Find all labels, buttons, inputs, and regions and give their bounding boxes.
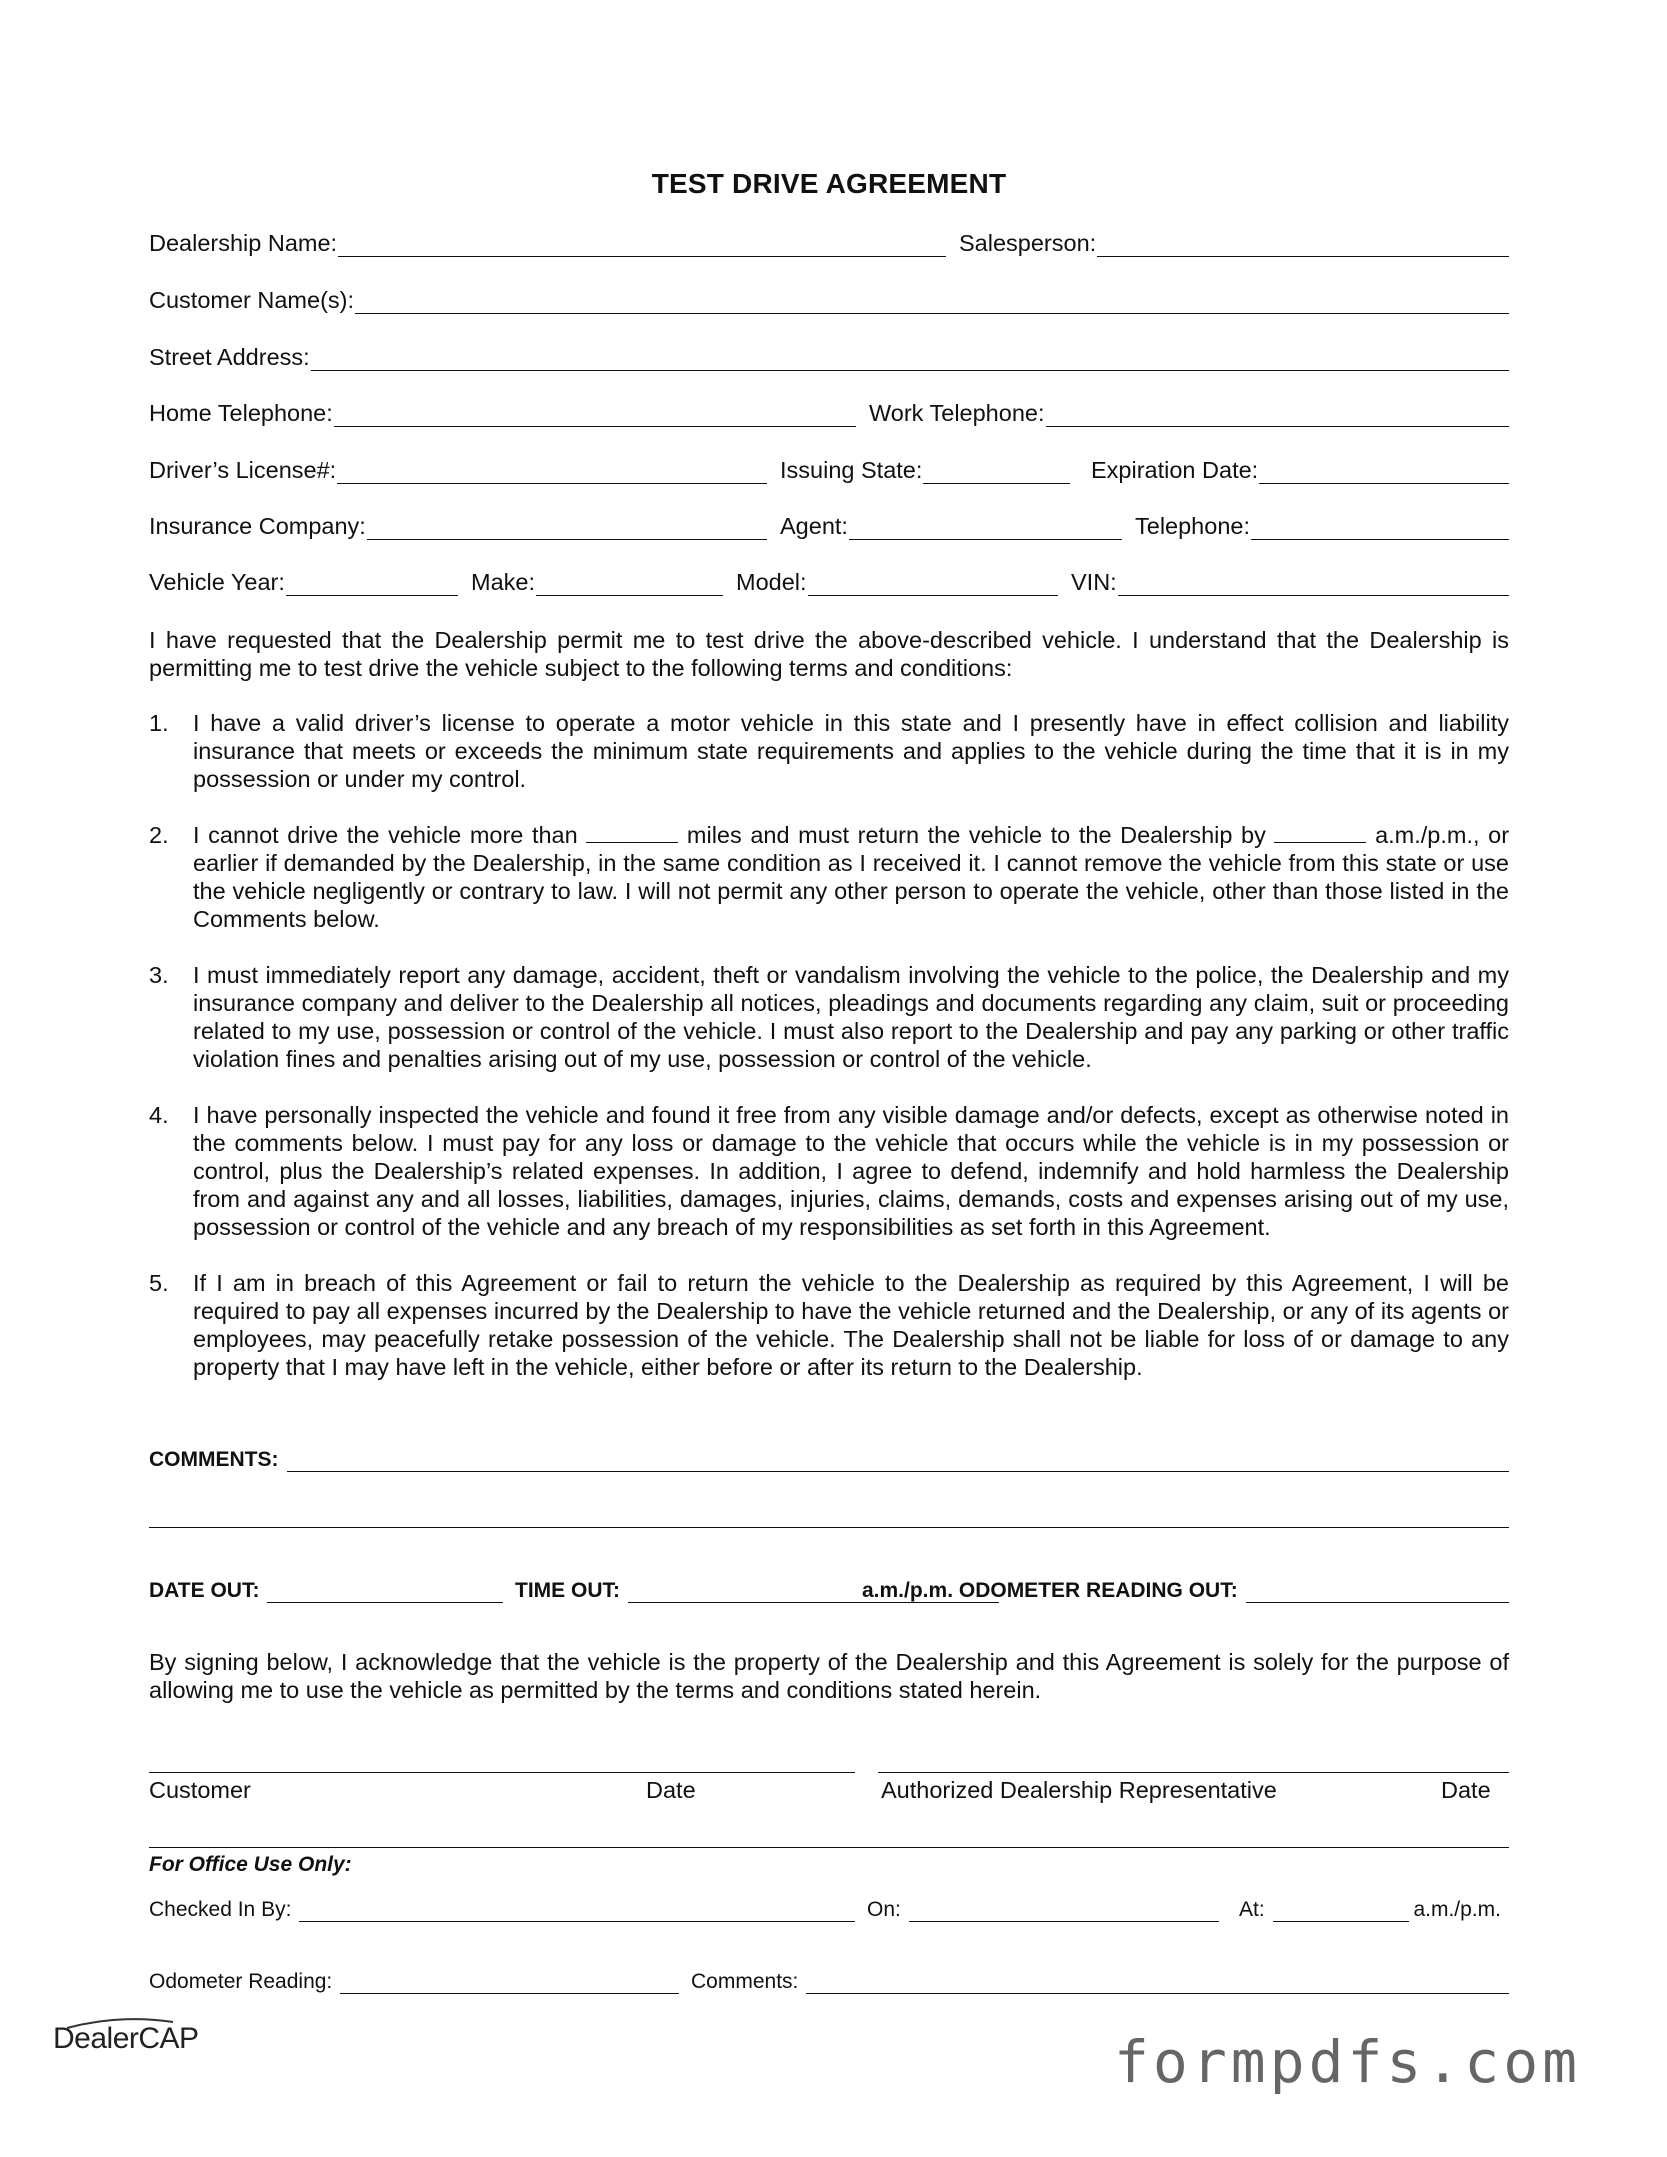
insurance-telephone-field[interactable] <box>1135 510 1509 540</box>
vin-line[interactable] <box>1118 571 1509 596</box>
row-checked-in <box>149 1892 1509 1922</box>
customer-signature-line[interactable] <box>149 1772 855 1773</box>
form-page <box>149 0 1509 2157</box>
vehicle-year-field[interactable] <box>149 566 458 596</box>
term-item <box>149 1269 1509 1381</box>
acknowledgement-paragraph: By signing below, I acknowledge that the vehicle is the property of the Dealership and this Agreement is solely for the purpose of allowing me to use the vehicle as permitted by the terms and conditions stated herein. <box>149 1649 1509 1703</box>
checked-on-label: On: <box>867 1898 901 1921</box>
street-address-line[interactable] <box>311 346 1509 371</box>
term-number: 5. <box>149 1270 169 1296</box>
insurance-telephone-label: Telephone: <box>1135 513 1250 539</box>
row-comments <box>149 1442 1509 1472</box>
customer-names-line[interactable] <box>355 289 1509 314</box>
work-telephone-line[interactable] <box>1046 402 1510 427</box>
miles-blank[interactable] <box>586 822 678 843</box>
drivers-license-line[interactable] <box>337 459 767 484</box>
customer-names-field[interactable] <box>149 284 1509 314</box>
drivers-license-label: Driver’s License#: <box>149 457 337 483</box>
checked-at-ampm: a.m./p.m. <box>1413 1898 1501 1921</box>
logo-text: DealerCAP <box>53 2022 199 2055</box>
issuing-state-line[interactable] <box>923 459 1070 484</box>
site-watermark: formpdfs.com <box>1114 2028 1582 2096</box>
home-telephone-line[interactable] <box>334 402 856 427</box>
model-field[interactable] <box>736 566 1058 596</box>
return-time-blank[interactable] <box>1274 822 1366 843</box>
form-title: TEST DRIVE AGREEMENT <box>651 168 1007 199</box>
date-out-field[interactable] <box>149 1573 503 1603</box>
row-odometer-in <box>149 1964 1509 1994</box>
term-text: I have personally inspected the vehicle and found it free from any visible damage and/or defects, except as otherwise noted in the comments below. I must pay for any loss or damage to the vehicle that occurs while the vehicle is in my possession or control, plus the Dealership’s related expenses. In addition, I agree to defend, indemnify and hold harmless the Dealership from and against any and all losses, liabilities, damages, injuries, claims, demands, costs and expenses arising out of my use, possession or control of the vehicle and any breach of my responsibilities as set forth in this Agreement. <box>193 1102 1509 1240</box>
home-telephone-field[interactable] <box>149 397 856 427</box>
term-item <box>149 821 1509 933</box>
checked-at-field[interactable] <box>1239 1892 1501 1922</box>
odometer-out-line[interactable] <box>1246 1578 1509 1603</box>
drivers-license-field[interactable] <box>149 454 767 484</box>
issuing-state-label: Issuing State: <box>780 457 923 483</box>
salesperson-label: Salesperson: <box>959 230 1097 256</box>
customer-names-label: Customer Name(s): <box>149 287 355 313</box>
logo-swoosh-icon <box>65 2016 175 2030</box>
comments-label: COMMENTS: <box>149 1448 279 1471</box>
issuing-state-field[interactable] <box>780 454 1070 484</box>
term-number: 2. <box>149 822 169 848</box>
make-field[interactable] <box>471 566 723 596</box>
term-text: I must immediately report any damage, accident, theft or vandalism involving the vehicle to the police, the Dealership and my insurance company and deliver to the Dealership all notices, pleadings and documents regarding any claim, suit or proceeding related to my use, possession or control of the vehicle. I must also report to the Dealership and pay any parking or other traffic violation fines and penalties arising out of my use, possession or control of the vehicle. <box>193 962 1509 1072</box>
term-number: 4. <box>149 1102 169 1128</box>
office-divider <box>149 1847 1509 1848</box>
representative-date-label: Date <box>1441 1777 1491 1803</box>
odometer-reading-line[interactable] <box>340 1969 679 1994</box>
odometer-out-field[interactable] <box>862 1573 1509 1603</box>
insurance-company-field[interactable] <box>149 510 767 540</box>
term-item <box>149 1101 1509 1241</box>
row-dealership <box>149 227 1509 257</box>
representative-signature-label: Authorized Dealership Representative <box>881 1777 1277 1803</box>
checked-on-field[interactable] <box>867 1892 1219 1922</box>
customer-date-label: Date <box>646 1777 696 1803</box>
street-address-label: Street Address: <box>149 344 310 370</box>
term-number: 3. <box>149 962 169 988</box>
date-out-label: DATE OUT: <box>149 1579 260 1602</box>
term-text: I have a valid driver’s license to operate a motor vehicle in this state and I presently have in effect collision and liability insurance that meets or exceeds the minimum state requirements and applies to the vehicle during the time that it is in my possession or under my control. <box>193 710 1509 792</box>
expiration-date-line[interactable] <box>1259 459 1509 484</box>
dealership-name-label: Dealership Name: <box>149 230 338 256</box>
vin-label: VIN: <box>1071 569 1117 595</box>
agent-line[interactable] <box>849 515 1122 540</box>
expiration-date-label: Expiration Date: <box>1091 457 1259 483</box>
odometer-reading-field[interactable] <box>149 1964 679 1994</box>
customer-signature-label: Customer <box>149 1777 251 1803</box>
street-address-field[interactable] <box>149 341 1509 371</box>
row-address <box>149 341 1509 371</box>
row-insurance <box>149 510 1509 540</box>
agent-label: Agent: <box>780 513 848 539</box>
vin-field[interactable] <box>1071 566 1509 596</box>
dealership-name-field[interactable] <box>149 227 946 257</box>
term-text-b: miles and must return the vehicle to the Dealership by <box>686 822 1266 848</box>
odometer-out-label: a.m./p.m. ODOMETER READING OUT: <box>862 1579 1238 1602</box>
office-comments-line[interactable] <box>806 1969 1509 1994</box>
checked-on-line[interactable] <box>909 1897 1219 1922</box>
odometer-reading-label: Odometer Reading: <box>149 1970 333 1993</box>
checked-in-by-label: Checked In By: <box>149 1898 292 1921</box>
comments-line-2[interactable] <box>149 1527 1509 1528</box>
insurance-company-line[interactable] <box>367 515 767 540</box>
make-line[interactable] <box>536 571 723 596</box>
checked-in-by-line[interactable] <box>299 1897 855 1922</box>
salesperson-field[interactable] <box>959 227 1509 257</box>
intro-paragraph: I have requested that the Dealership permit me to test drive the above-described vehicle. I understand that the Dealership is permitting me to test drive the vehicle subject to the following terms and conditions: <box>149 627 1509 681</box>
checked-at-line[interactable] <box>1273 1897 1410 1922</box>
office-use-title: For Office Use Only: <box>149 1853 352 1876</box>
work-telephone-field[interactable] <box>869 397 1509 427</box>
comments-field[interactable] <box>149 1442 1509 1472</box>
model-line[interactable] <box>808 571 1058 596</box>
insurance-telephone-line[interactable] <box>1251 515 1509 540</box>
agent-field[interactable] <box>780 510 1122 540</box>
office-comments-label: Comments: <box>691 1970 799 1993</box>
work-telephone-label: Work Telephone: <box>869 400 1045 426</box>
term-number: 1. <box>149 710 169 736</box>
checked-in-by-field[interactable] <box>149 1892 855 1922</box>
row-out <box>149 1573 1509 1603</box>
term-text-c: a.m./p.m., or earlier if demanded by the Dealership, in the same condition as I received it. I cannot remove the vehicle from this state or use the vehicle negligently or contrary to law. I will not permit any other person to operate the vehicle, other than those listed in the Comments below. <box>193 822 1510 932</box>
term-text-a: I cannot drive the vehicle more than <box>193 822 578 848</box>
row-telephone <box>149 397 1509 427</box>
term-text: If I am in breach of this Agreement or fail to return the vehicle to the Dealership as required by this Agreement, I will be required to pay all expenses incurred by the Dealership to have the vehicle returned and the Dealership, or any of its agents or employees, may peacefully retake possession of the vehicle. The Dealership shall not be liable for loss of or damage to any property that I may have left in the vehicle, either before or after its return to the Dealership. <box>193 1270 1509 1380</box>
dealership-name-line[interactable] <box>338 232 946 257</box>
dealercap-logo <box>53 2022 199 2056</box>
representative-signature-line[interactable] <box>878 1772 1509 1773</box>
terms-list <box>149 709 1509 1409</box>
office-comments-field[interactable] <box>691 1964 1509 1994</box>
insurance-company-label: Insurance Company: <box>149 513 366 539</box>
home-telephone-label: Home Telephone: <box>149 400 333 426</box>
vehicle-year-line[interactable] <box>286 571 458 596</box>
row-license <box>149 454 1509 484</box>
expiration-date-field[interactable] <box>1091 454 1509 484</box>
time-out-label: TIME OUT: <box>515 1579 620 1602</box>
comments-line[interactable] <box>287 1447 1510 1472</box>
row-vehicle <box>149 566 1509 596</box>
term-item <box>149 709 1509 793</box>
term-item <box>149 961 1509 1073</box>
date-out-line[interactable] <box>267 1578 503 1603</box>
salesperson-line[interactable] <box>1097 232 1509 257</box>
make-label: Make: <box>471 569 535 595</box>
vehicle-year-label: Vehicle Year: <box>149 569 285 595</box>
checked-at-label: At: <box>1239 1898 1265 1921</box>
model-label: Model: <box>736 569 807 595</box>
row-customer <box>149 284 1509 314</box>
